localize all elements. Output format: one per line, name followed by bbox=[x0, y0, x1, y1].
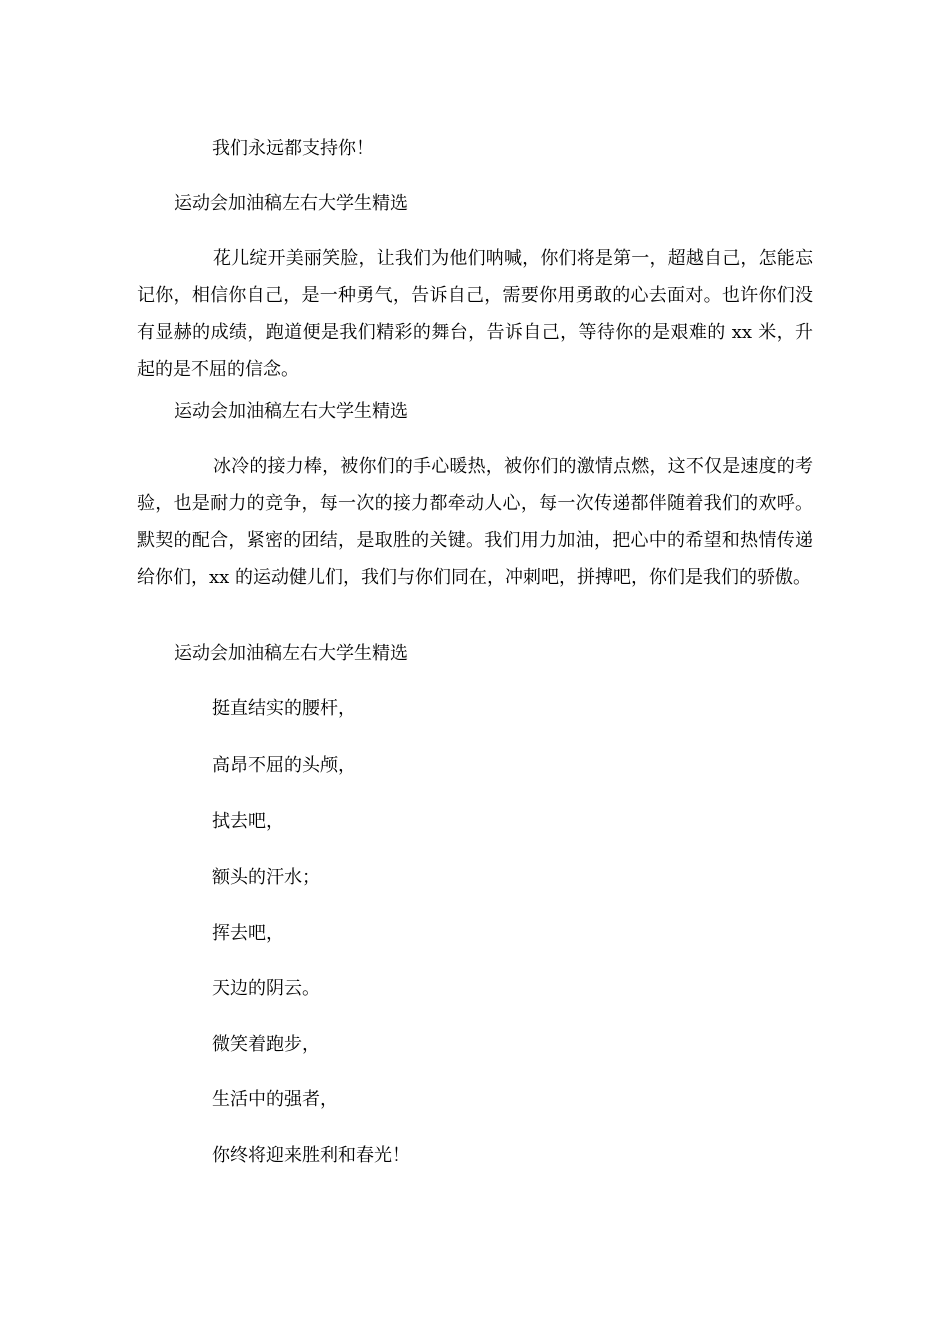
verse-line-1: 挺直结实的腰杆， bbox=[212, 698, 356, 719]
section-heading-1: 运动会加油稿左右大学生精选 bbox=[174, 193, 408, 214]
opening-line: 我们永远都支持你！ bbox=[212, 138, 374, 159]
verse-line-6: 天边的阴云。 bbox=[212, 978, 320, 999]
verse-line-2: 高昂不屈的头颅， bbox=[212, 755, 356, 776]
section-heading-3: 运动会加油稿左右大学生精选 bbox=[174, 643, 408, 664]
section-body-1: 花儿绽开美丽笑脸，让我们为他们呐喊，你们将是第一，超越自己，怎能忘记你，相信你自己，是一种勇气，告诉自己，需要你用勇敢的心去面对。也许你们没有显赫的成绩，跑道便是我们精彩的舞台，告诉自己，等待你的是艰难的 xx 米，升起的是不屈的信念。 bbox=[137, 248, 813, 380]
verse-line-3: 拭去吧， bbox=[212, 811, 284, 832]
verse-line-4: 额头的汗水； bbox=[212, 867, 320, 888]
verse-line-5: 挥去吧， bbox=[212, 923, 284, 944]
verse-line-9: 你终将迎来胜利和春光！ bbox=[212, 1145, 410, 1166]
verse-line-8: 生活中的强者， bbox=[212, 1089, 338, 1110]
section-body-2: 冰冷的接力棒，被你们的手心暖热，被你们的激情点燃，这不仅是速度的考验，也是耐力的竞争，每一次的接力都牵动人心，每一次传递都伴随着我们的欢呼。默契的配合，紧密的团结，是取胜的关键。我们用力加油，把心中的希望和热情传递给你们，xx 的运动健儿们，我们与你们同在，冲刺吧，拼搏吧，你们是我们的骄傲。 bbox=[137, 456, 813, 588]
verse-line-7: 微笑着跑步， bbox=[212, 1034, 320, 1055]
section-heading-2: 运动会加油稿左右大学生精选 bbox=[174, 401, 408, 422]
